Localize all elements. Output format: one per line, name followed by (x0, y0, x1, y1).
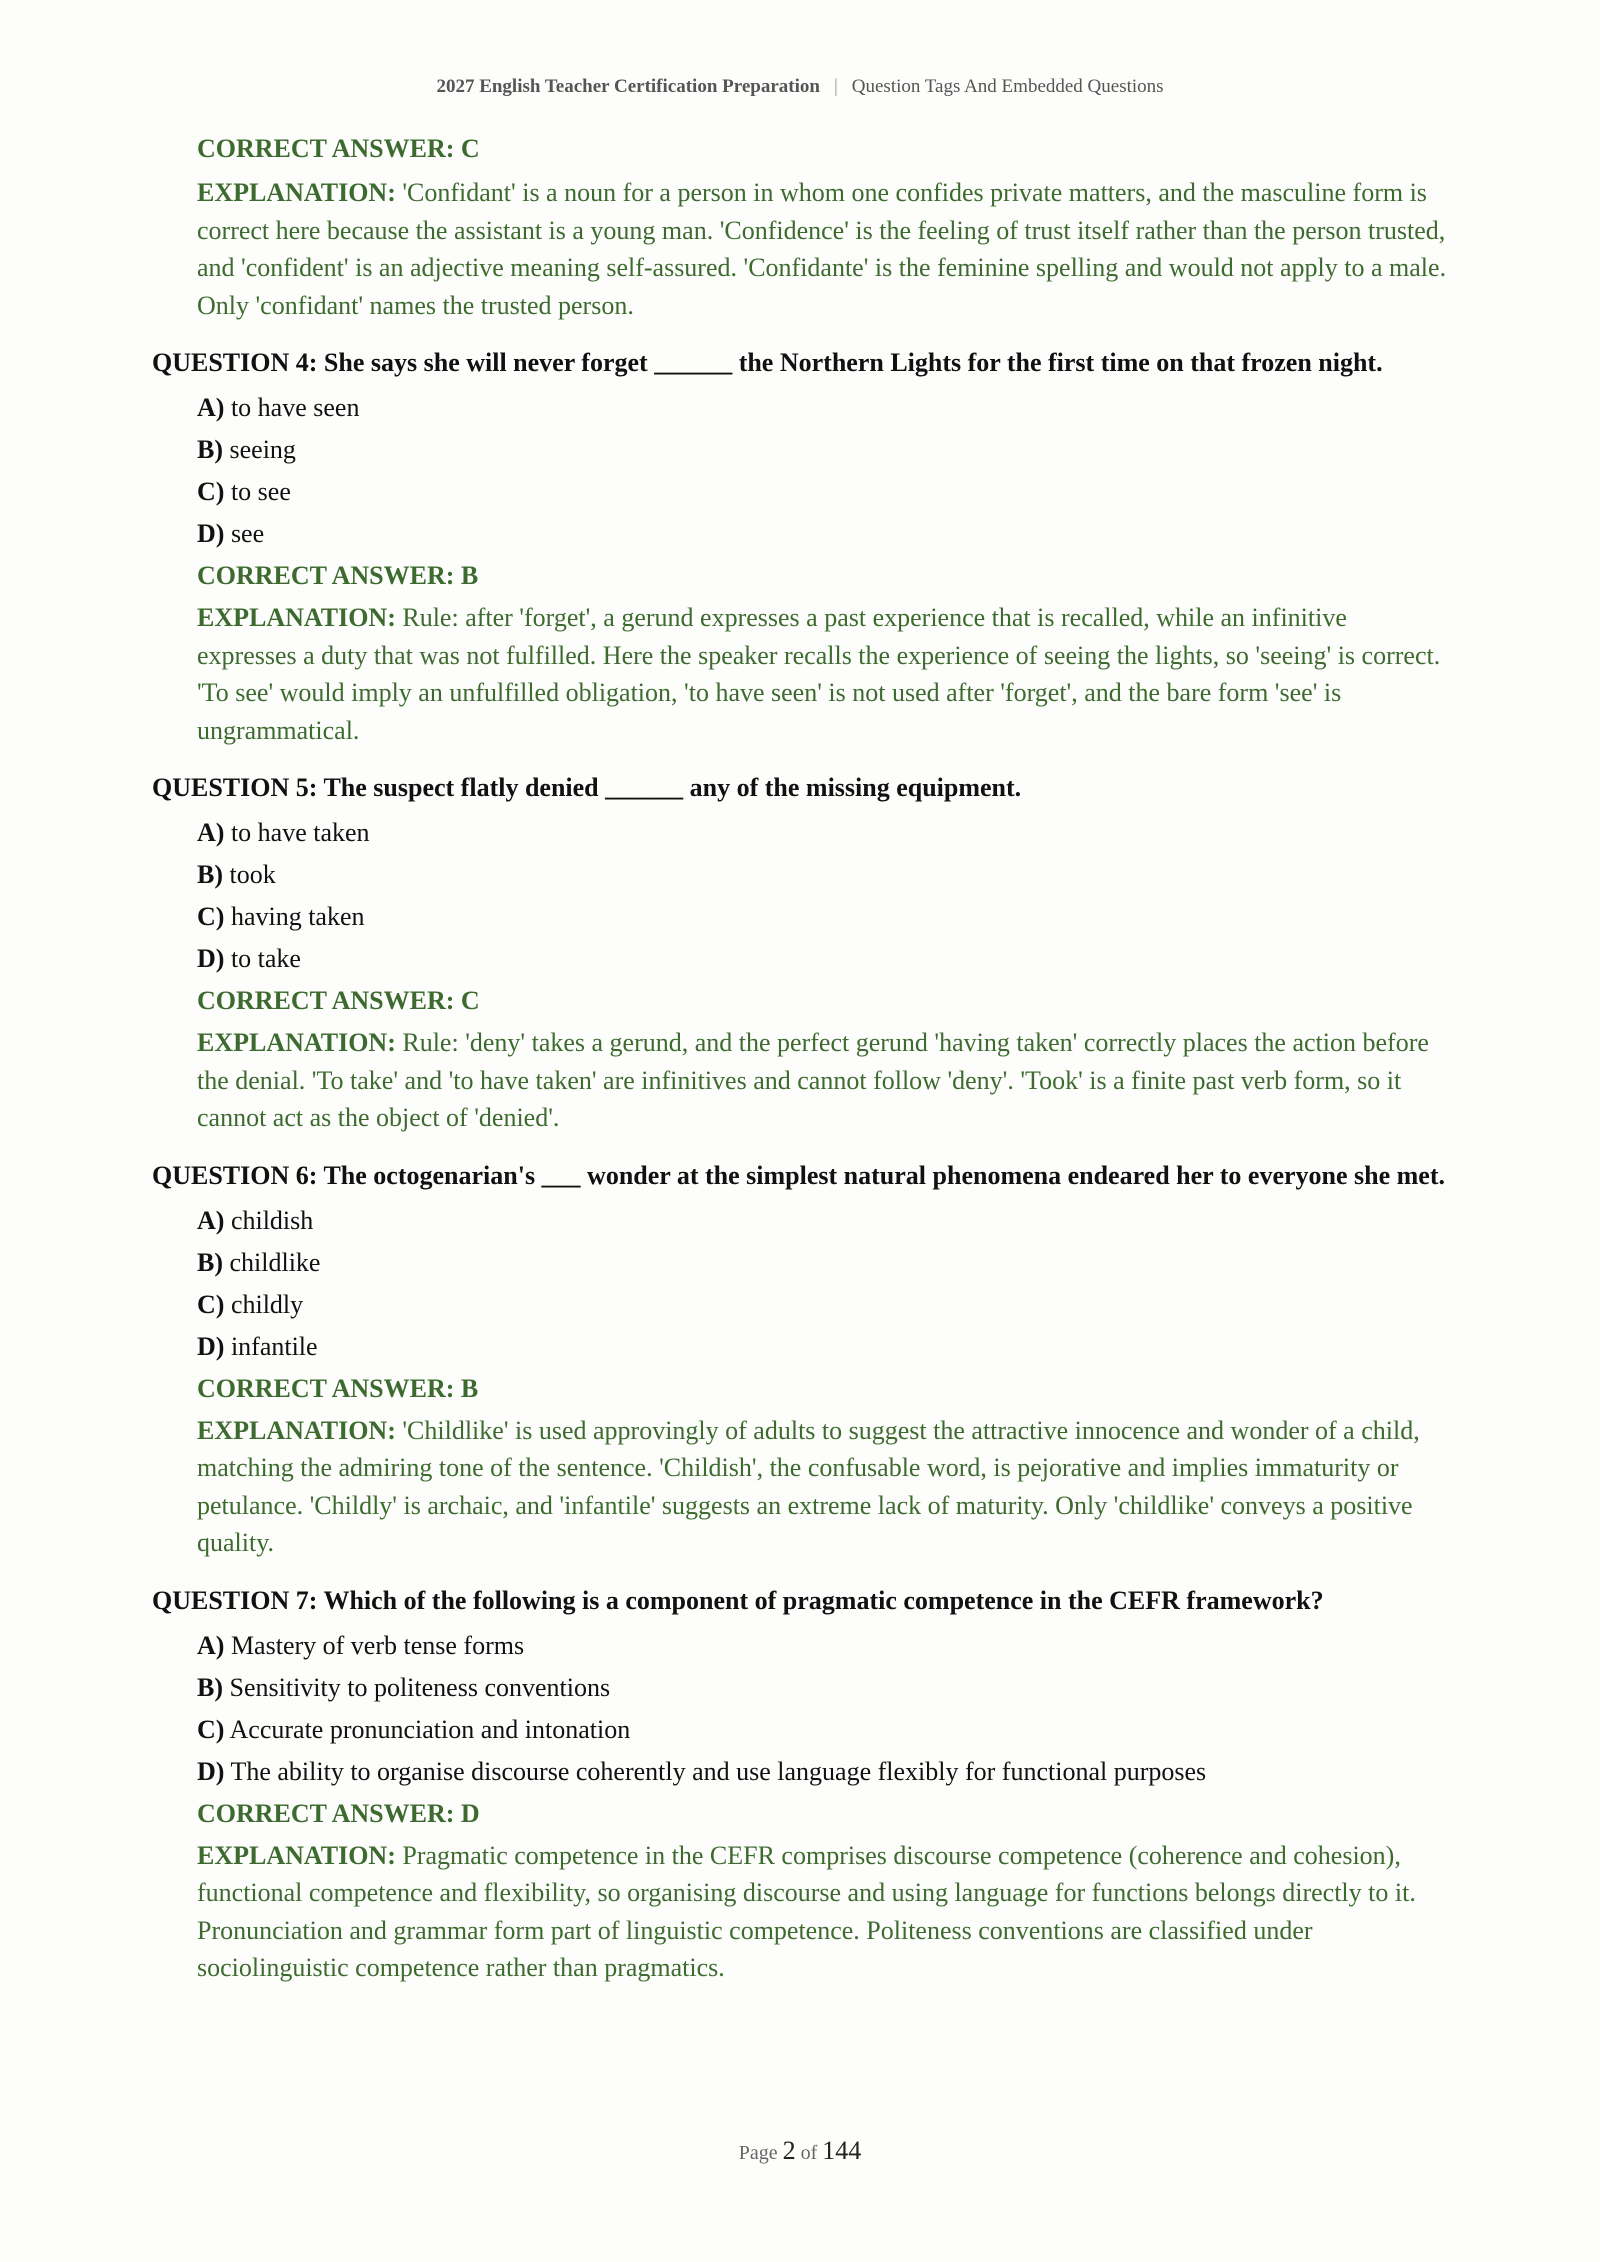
option-a (197, 1206, 1452, 1236)
option-c (197, 477, 1452, 507)
answer-options (197, 818, 1452, 974)
explanation (197, 1412, 1452, 1562)
option-b (197, 1248, 1452, 1278)
question-text: QUESTION 5: The suspect flatly denied ______ any of the missing equipment. (152, 773, 1022, 802)
page-content (152, 134, 1452, 1987)
page-footer (0, 2136, 1600, 2166)
explanation (197, 599, 1452, 749)
option-text: The ability to organise discourse coherently and use language flexibly for functional purposes (230, 1756, 1207, 1786)
option-letter: C) (197, 477, 225, 506)
explanation (197, 1837, 1452, 1987)
explanation-text: Rule: 'deny' takes a gerund, and the perfect gerund 'having taken' correctly places the action before the denial. 'To take' and 'to have taken' are infinitives and cannot follow 'deny'. 'Took' is a finite past verb form, so it cannot act as the object of 'denied'. (197, 1028, 1429, 1132)
option-letter: C) (197, 1289, 225, 1319)
question-text: QUESTION 4: She says she will never forget ______ the Northern Lights for the first time on that frozen night. (152, 348, 1383, 377)
option-letter: C) (197, 902, 225, 931)
explanation-label: EXPLANATION: (197, 1415, 396, 1445)
option-text: childlike (229, 1247, 321, 1277)
option-letter: C) (197, 1714, 225, 1744)
option-letter: B) (197, 1672, 223, 1702)
explanation-label: EXPLANATION: (197, 603, 396, 632)
option-text: took (229, 860, 276, 889)
option-text: Accurate pronunciation and intonation (229, 1714, 631, 1744)
explanation-label: EXPLANATION: (197, 178, 396, 207)
explanation-text: Pragmatic competence in the CEFR comprises discourse competence (coherence and cohesion), functional competence and flexibility, so organising discourse and using language for functions belongs directly to it. Pronunciation and grammar form part of linguistic competence. Politeness conventions are classified under sociolinguistic competence rather than pragmatics. (197, 1840, 1416, 1982)
option-d (197, 519, 1452, 549)
page-header (0, 76, 1600, 98)
header-separator: | (833, 76, 838, 97)
option-text: childly (230, 1289, 304, 1319)
option-b (197, 1673, 1452, 1703)
option-letter: D) (197, 519, 225, 548)
option-c (197, 902, 1452, 932)
page-total: 144 (822, 2136, 862, 2165)
option-c (197, 1715, 1452, 1745)
option-d (197, 944, 1452, 974)
option-d (197, 1332, 1452, 1362)
answer-options (197, 1631, 1452, 1787)
question-text: QUESTION 7: Which of the following is a component of pragmatic competence in the CEFR framework? (152, 1585, 1324, 1615)
correct-answer: CORRECT ANSWER: B (197, 1373, 479, 1403)
answer-options (197, 393, 1452, 549)
option-letter: D) (197, 1756, 225, 1786)
explanation-text: 'Childlike' is used approvingly of adults to suggest the attractive innocence and wonder of a child, matching the admiring tone of the sentence. 'Childish', the confusable word, is pejorative and implies immaturity or petulance. 'Childly' is archaic, and 'infantile' suggests an extreme lack of maturity. Only 'childlike' conveys a positive quality. (197, 1415, 1420, 1557)
correct-answer: CORRECT ANSWER: D (197, 1798, 480, 1828)
option-b (197, 435, 1452, 465)
question-4 (152, 344, 1452, 749)
option-d (197, 1757, 1452, 1787)
option-letter: A) (197, 1630, 225, 1660)
option-b (197, 860, 1452, 890)
explanation-text: Rule: after 'forget', a gerund expresses a past experience that is recalled, while an infinitive expresses a duty that was not fulfilled. Here the speaker recalls the experience of seeing the lights, so 'seeing' is correct. 'To see' would imply an unfulfilled obligation, 'to have seen' is not used after 'forget', and the bare form 'see' is ungrammatical. (197, 603, 1441, 745)
option-text: Mastery of verb tense forms (230, 1630, 525, 1660)
correct-answer: CORRECT ANSWER: C (197, 134, 480, 163)
previous-question-continuation (197, 134, 1452, 324)
option-text: childish (230, 1205, 314, 1235)
explanation-label: EXPLANATION: (197, 1840, 396, 1870)
correct-answer: CORRECT ANSWER: C (197, 986, 480, 1015)
option-letter: A) (197, 818, 225, 847)
question-text: QUESTION 6: The octogenarian's ___ wonder at the simplest natural phenomena endeared her to everyone she met. (152, 1160, 1445, 1190)
option-a (197, 1631, 1452, 1661)
option-text: seeing (229, 435, 296, 464)
option-a (197, 393, 1452, 423)
correct-answer: CORRECT ANSWER: B (197, 561, 479, 590)
option-letter: D) (197, 1331, 225, 1361)
page-word: Page (738, 2142, 778, 2164)
question-5 (152, 769, 1452, 1137)
option-text: to see (230, 477, 291, 506)
answer-options (197, 1206, 1452, 1362)
of-word: of (800, 2142, 818, 2164)
option-text: infantile (230, 1331, 318, 1361)
page-number: 2 (782, 2136, 796, 2165)
section-title: Question Tags And Embedded Questions (851, 76, 1164, 97)
option-letter: B) (197, 1247, 223, 1277)
option-text: Sensitivity to politeness conventions (229, 1672, 611, 1702)
option-letter: A) (197, 393, 225, 422)
option-c (197, 1290, 1452, 1320)
option-text: to have seen (230, 393, 360, 422)
option-text: see (230, 519, 265, 548)
option-text: to take (230, 944, 301, 973)
option-letter: B) (197, 435, 223, 464)
option-letter: B) (197, 860, 223, 889)
option-letter: D) (197, 944, 225, 973)
option-text: to have taken (230, 818, 370, 847)
explanation-text: 'Confidant' is a noun for a person in whom one confides private matters, and the masculine form is correct here because the assistant is a young man. 'Confidence' is the feeling of trust itself rather than the person trusted, and 'confident' is an adjective meaning self-assured. 'Confidante' is the feminine spelling and would not apply to a male. Only 'confidant' names the trusted person. (197, 178, 1447, 320)
explanation-label: EXPLANATION: (197, 1028, 396, 1057)
option-a (197, 818, 1452, 848)
document-title: 2027 English Teacher Certification Preparation (436, 76, 820, 97)
explanation (197, 1024, 1452, 1137)
question-7 (152, 1582, 1452, 1987)
option-letter: A) (197, 1205, 225, 1235)
explanation (197, 174, 1452, 324)
option-text: having taken (230, 902, 365, 931)
question-6 (152, 1157, 1452, 1562)
